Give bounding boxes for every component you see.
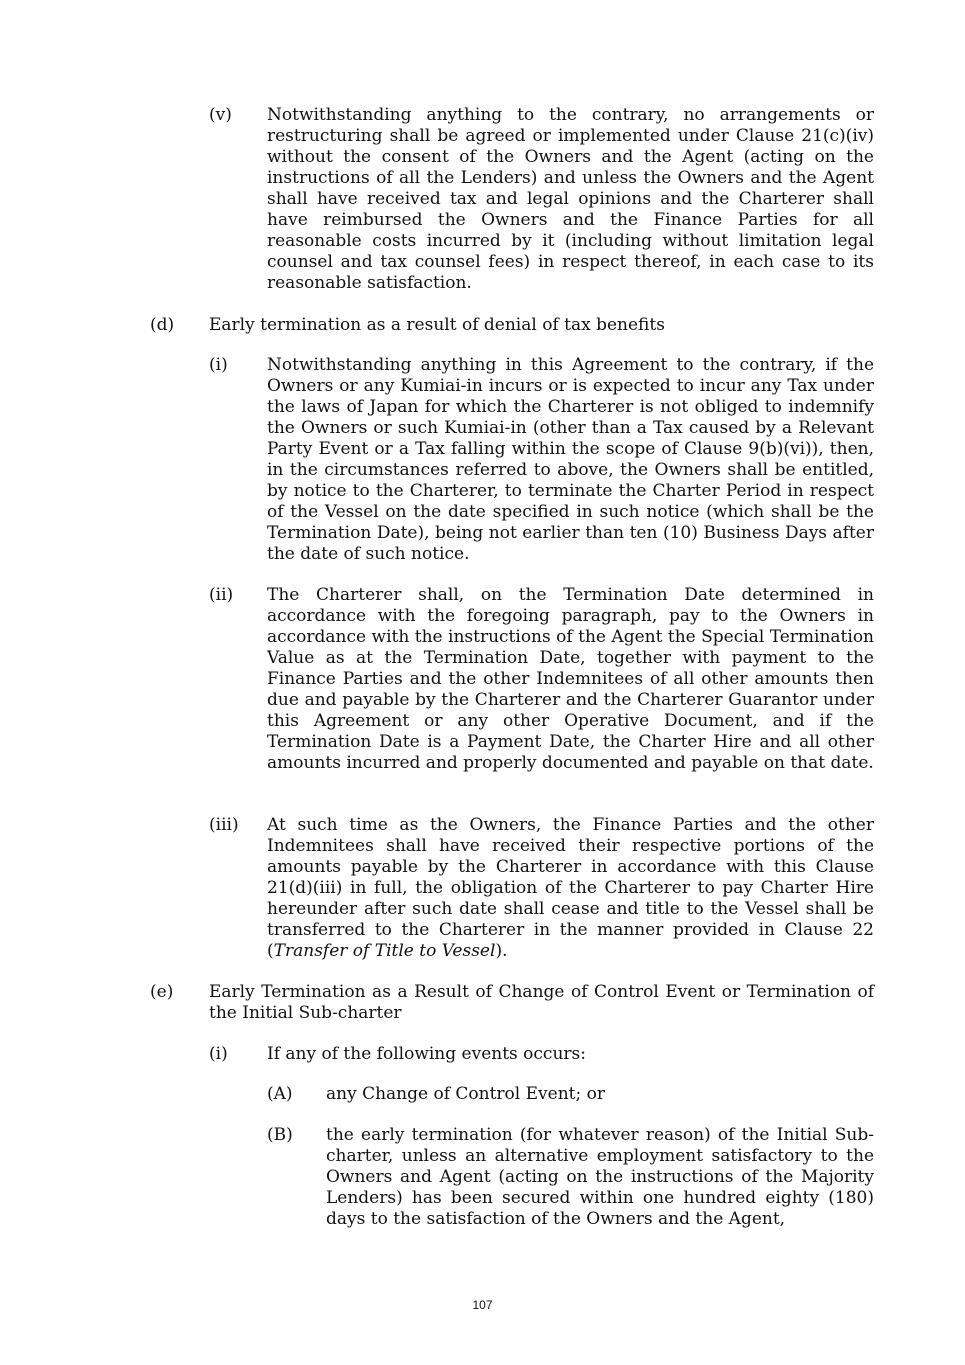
subclause-text: any Change of Control Event; or <box>326 1084 605 1104</box>
clause-label: (v) <box>209 105 232 125</box>
clause-text: The Charterer shall, on the Termination Date determined in accordance with the foregoing paragraph, pay to the Owners in accordance with the instructions of the Agent the Special Termination Value as at the Termination Date, together with payment to the Finance Parties and the other Indemnitees of all other amounts then due and payable by the Charterer and the Charterer Guarantor under this Agreement or any other Operative Document, and if the Termination Date is a Payment Date, the Charter Hire and all other amounts incurred and properly documented and payable on that date. <box>267 585 874 773</box>
cross-reference-italic: Transfer of Title to Vessel <box>273 941 496 961</box>
section-label: (e) <box>150 982 174 1002</box>
subclause-label: (A) <box>267 1084 293 1104</box>
section-heading: Early termination as a result of denial of tax benefits <box>209 315 665 335</box>
clause-label: (i) <box>209 1044 228 1064</box>
page-number: 107 <box>472 1298 493 1312</box>
clause-text: Notwithstanding anything in this Agreement to the contrary, if the Owners or any Kumiai-in incurs or is expected to incur any Tax under the laws of Japan for which the Charterer is not obliged to indemnify the Owners or such Kumiai-in (other than a Tax caused by a Relevant Party Event or a Tax falling within the scope of Clause 9(b)(vi)), then, in the circumstances referred to above, the Owners shall be entitled, by notice to the Charterer, to terminate the Charter Period in respect of the Vessel on the date specified in such notice (which shall be the Termination Date), being not earlier than ten (10) Business Days after the date of such notice. <box>267 355 874 564</box>
clause-text: Notwithstanding anything to the contrary, no arrangements or restructuring shall be agreed or implemented under Clause 21(c)(iv) without the consent of the Owners and the Agent (acting on the instructions of all the Lenders) and unless the Owners and the Agent shall have received tax and legal opinions and the Charterer shall have reimbursed the Owners and the Finance Parties for all reasonable costs incurred by it (including without limitation legal counsel and tax counsel fees) in respect thereof, in each case to its reasonable satisfaction. <box>267 105 874 293</box>
clause-text: If any of the following events occurs: <box>267 1044 586 1064</box>
clause-text-part: At such time as the Owners, the Finance Parties and the other Indemnitees shall have received their respective portions of the amounts payable by the Charterer in accordance with this Clause 21(d)(iii) in full, the obligation of the Charterer to pay Charter Hire hereunder after such date shall cease and title to the Vessel shall be transferred to the Charterer in the manner provided in Clause 22 ( <box>267 815 874 961</box>
clause-label: (iii) <box>209 815 239 835</box>
subclause-label: (B) <box>267 1125 293 1145</box>
clause-label: (ii) <box>209 585 234 605</box>
clause-text-part: ). <box>495 941 508 961</box>
section-heading: Early Termination as a Result of Change of Control Event or Termination of the Initial Sub-charter <box>209 982 874 1023</box>
clause-text <box>267 815 874 962</box>
subclause-text: the early termination (for whatever reason) of the Initial Sub-charter, unless an alternative employment satisfactory to the Owners and Agent (acting on the instructions of the Majority Lenders) has been secured within one hundred eighty (180) days to the satisfaction of the Owners and the Agent, <box>326 1125 874 1229</box>
section-label: (d) <box>150 315 175 335</box>
clause-label: (i) <box>209 355 228 375</box>
